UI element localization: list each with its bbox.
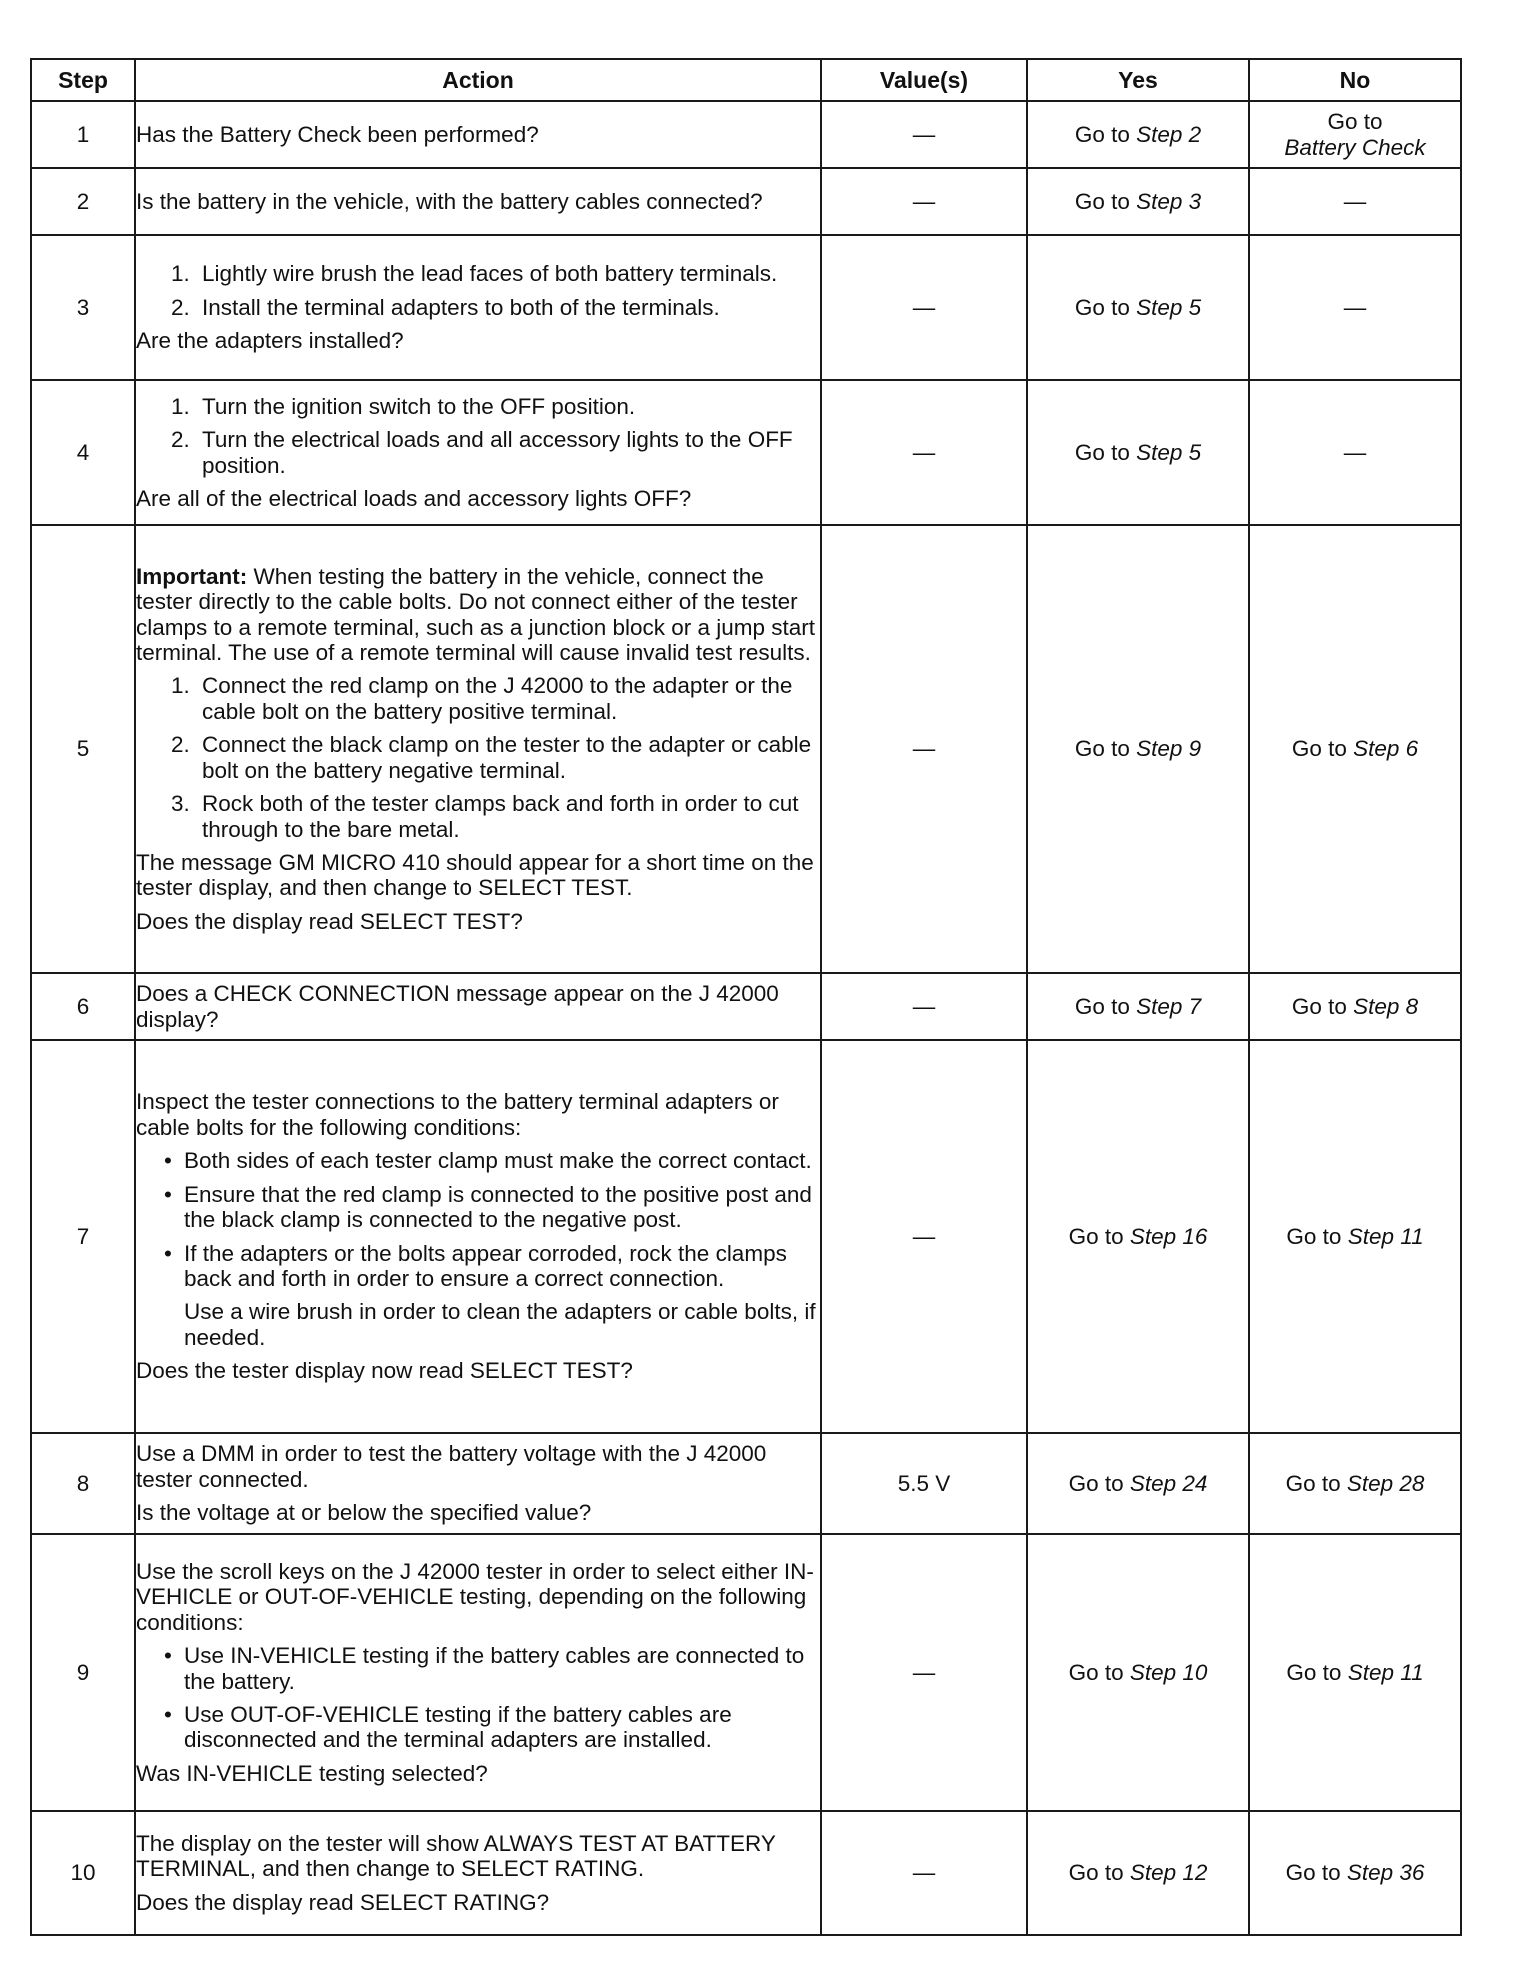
- header-action: Action: [135, 59, 821, 101]
- value-cell: —: [821, 168, 1027, 235]
- yes-cell: [1027, 101, 1249, 168]
- action-cell: [135, 1534, 821, 1811]
- action-cell: [135, 235, 821, 380]
- no-cell: [1249, 1534, 1461, 1811]
- action-intro: The display on the tester will show ALWAYS TEST AT BATTERY TERMINAL, and then change to SELECT RATING.: [136, 1830, 776, 1882]
- step-number: 6: [31, 973, 135, 1040]
- bullet-note: Use a wire brush in order to clean the adapters or cable bolts, if needed.: [184, 1299, 816, 1350]
- bullet-icon: •: [164, 1148, 172, 1174]
- yes-cell: [1027, 235, 1249, 380]
- step-number: 3: [31, 235, 135, 380]
- no-cell: —: [1249, 168, 1461, 235]
- value-cell: —: [821, 1534, 1027, 1811]
- yes-step-link: Step 7: [1136, 993, 1202, 1019]
- action-cell: [135, 168, 821, 235]
- action-cell: [135, 1040, 821, 1433]
- yes-cell: [1027, 1534, 1249, 1811]
- yes-prefix: Go to: [1068, 1659, 1130, 1685]
- yes-step-link: Step 9: [1136, 736, 1202, 762]
- action-question: Is the voltage at or below the specified value?: [136, 1500, 592, 1526]
- action-question: Are all of the electrical loads and accessory lights OFF?: [136, 485, 692, 511]
- yes-prefix: Go to: [1074, 294, 1137, 320]
- table-row: [31, 1433, 1461, 1534]
- action-bullet-item: [164, 1181, 820, 1233]
- no-step-link: Step 36: [1346, 1860, 1425, 1886]
- no-prefix: Go to: [1285, 1470, 1347, 1496]
- action-bullets: [136, 1148, 820, 1291]
- yes-step-link: Step 3: [1136, 188, 1202, 214]
- yes-step-link: Step 24: [1129, 1470, 1208, 1496]
- header-no: No: [1249, 59, 1461, 101]
- step-number: 9: [31, 1534, 135, 1811]
- step-number: 10: [31, 1811, 135, 1935]
- step-number: 1: [31, 101, 135, 168]
- value-cell: —: [821, 380, 1027, 525]
- bullet-text: If the adapters or the bolts appear corroded, rock the clamps back and forth in order to ensure a correct connection.: [184, 1240, 787, 1291]
- yes-prefix: Go to: [1074, 188, 1137, 214]
- table-row: [31, 168, 1461, 235]
- no-step-link: Step 6: [1353, 736, 1419, 762]
- no-prefix: Go to: [1286, 1223, 1348, 1249]
- action-bullet-item: [164, 1240, 820, 1292]
- action-question: Has the Battery Check been performed?: [136, 121, 539, 147]
- no-cell: [1249, 525, 1461, 973]
- no-step-link: Step 28: [1346, 1470, 1425, 1496]
- yes-cell: [1027, 1040, 1249, 1433]
- action-cell: [135, 101, 821, 168]
- action-steps: [136, 394, 820, 478]
- value-cell: —: [821, 525, 1027, 973]
- action-step-item: 3. Rock both of the tester clamps back and forth in order to cut through to the bare metal.: [196, 791, 820, 842]
- yes-prefix: Go to: [1068, 1223, 1130, 1249]
- action-intro: Use the scroll keys on the J 42000 tester in order to select either IN-VEHICLE or OUT-OF-VEHICLE testing, depending on the following conditions:: [136, 1558, 814, 1635]
- no-cell: [1249, 101, 1461, 168]
- header-yes: Yes: [1027, 59, 1249, 101]
- yes-step-link: Step 10: [1129, 1659, 1208, 1685]
- action-question: Was IN-VEHICLE testing selected?: [136, 1760, 488, 1786]
- step-number: 7: [31, 1040, 135, 1433]
- yes-prefix: Go to: [1074, 439, 1137, 465]
- action-question: Are the adapters installed?: [136, 328, 404, 354]
- table-row: [31, 973, 1461, 1040]
- action-step-item: 2. Install the terminal adapters to both of the terminals.: [196, 295, 820, 320]
- yes-prefix: Go to: [1074, 121, 1137, 147]
- yes-cell: [1027, 168, 1249, 235]
- table-row: [31, 1040, 1461, 1433]
- table-row: [31, 101, 1461, 168]
- no-step-link: Step 11: [1347, 1223, 1424, 1249]
- action-bullet-item: [164, 1148, 820, 1174]
- step-number: 8: [31, 1433, 135, 1534]
- step-number: 2: [31, 168, 135, 235]
- action-intro: Inspect the tester connections to the battery terminal adapters or cable bolts for the following conditions:: [136, 1089, 779, 1140]
- table-row: [31, 380, 1461, 525]
- action-note: The message GM MICRO 410 should appear for a short time on the tester display, and then change to SELECT TEST.: [136, 849, 814, 901]
- action-step-item: 2. Connect the black clamp on the tester to the adapter or cable bolt on the battery negative terminal.: [196, 732, 820, 783]
- bullet-icon: •: [164, 1240, 172, 1266]
- yes-prefix: Go to: [1074, 993, 1137, 1019]
- action-bullets: [136, 1643, 820, 1753]
- value-cell: —: [821, 1811, 1027, 1935]
- bullet-icon: •: [164, 1643, 172, 1669]
- no-cell: [1249, 1040, 1461, 1433]
- value-cell: —: [821, 1040, 1027, 1433]
- yes-step-link: Step 12: [1129, 1860, 1208, 1886]
- yes-cell: [1027, 1811, 1249, 1935]
- important-text: When testing the battery in the vehicle, connect the tester directly to the cable bolts. Do not connect either of the tester clamps to a remote terminal, such as a junction block or a jump start terminal. The use of a remote terminal will cause invalid test results.: [136, 563, 816, 666]
- action-cell: [135, 525, 821, 973]
- table-row: [31, 1534, 1461, 1811]
- yes-cell: [1027, 380, 1249, 525]
- action-bullet-item: [164, 1643, 820, 1694]
- action-cell: [135, 380, 821, 525]
- action-step-item: 1. Connect the red clamp on the J 42000 to the adapter or the cable bolt on the battery positive terminal.: [196, 673, 820, 724]
- action-question: Is the battery in the vehicle, with the battery cables connected?: [136, 188, 763, 214]
- no-battery-check-link: Battery Check: [1284, 134, 1426, 160]
- table-header-row: [31, 59, 1461, 101]
- value-cell: —: [821, 973, 1027, 1040]
- no-step-link: Step 8: [1353, 993, 1419, 1019]
- no-cell: —: [1249, 380, 1461, 525]
- no-step-link: Step 11: [1347, 1659, 1424, 1685]
- specified-value: 5.5 V: [821, 1433, 1027, 1534]
- yes-step-link: Step 2: [1136, 121, 1202, 147]
- no-cell: [1249, 1433, 1461, 1534]
- value-cell: —: [821, 101, 1027, 168]
- action-step-item: 1. Turn the ignition switch to the OFF position.: [196, 394, 820, 419]
- step-number: 5: [31, 525, 135, 973]
- yes-cell: [1027, 973, 1249, 1040]
- bullet-text: Ensure that the red clamp is connected to the positive post and the black clamp is connected to the negative post.: [184, 1181, 812, 1233]
- table-row: [31, 525, 1461, 973]
- action-question: Does the display read SELECT TEST?: [136, 908, 523, 934]
- no-prefix: Go to: [1285, 1860, 1347, 1886]
- bullet-text: Both sides of each tester clamp must make the correct contact.: [184, 1148, 812, 1174]
- table-row: [31, 235, 1461, 380]
- action-cell: [135, 1433, 821, 1534]
- no-prefix: Go to: [1327, 109, 1383, 135]
- header-step: Step: [31, 59, 135, 101]
- bullet-text: Use IN-VEHICLE testing if the battery cables are connected to the battery.: [184, 1643, 805, 1694]
- action-bullet-item: [164, 1701, 820, 1753]
- action-intro: Use a DMM in order to test the battery voltage with the J 42000 tester connected.: [136, 1441, 767, 1492]
- action-steps: [136, 673, 820, 842]
- yes-prefix: Go to: [1074, 736, 1137, 762]
- action-cell: [135, 1811, 821, 1935]
- no-cell: [1249, 973, 1461, 1040]
- no-cell: —: [1249, 235, 1461, 380]
- bullet-text: Use OUT-OF-VEHICLE testing if the battery cables are disconnected and the terminal adapters are installed.: [184, 1701, 732, 1753]
- table-row: [31, 1811, 1461, 1935]
- no-prefix: Go to: [1291, 993, 1354, 1019]
- action-cell: [135, 973, 821, 1040]
- action-question: Does the display read SELECT RATING?: [136, 1889, 550, 1915]
- no-prefix: Go to: [1291, 736, 1354, 762]
- diagnostic-table: [30, 58, 1462, 1936]
- no-prefix: Go to: [1286, 1659, 1348, 1685]
- yes-step-link: Step 5: [1136, 294, 1202, 320]
- yes-prefix: Go to: [1068, 1860, 1130, 1886]
- action-step-item: 1. Lightly wire brush the lead faces of both battery terminals.: [196, 261, 820, 286]
- important-label: Important:: [136, 563, 248, 589]
- important-note: [136, 564, 820, 666]
- yes-step-link: Step 16: [1129, 1223, 1208, 1249]
- action-question: Does a CHECK CONNECTION message appear on the J 42000 display?: [136, 981, 779, 1032]
- no-cell: [1249, 1811, 1461, 1935]
- yes-step-link: Step 5: [1136, 439, 1202, 465]
- bullet-icon: •: [164, 1701, 172, 1727]
- yes-prefix: Go to: [1068, 1470, 1130, 1496]
- value-cell: —: [821, 235, 1027, 380]
- header-values: Value(s): [821, 59, 1027, 101]
- action-question: Does the tester display now read SELECT TEST?: [136, 1358, 633, 1384]
- yes-cell: [1027, 525, 1249, 973]
- bullet-icon: •: [164, 1181, 172, 1207]
- action-steps: [136, 261, 820, 320]
- step-number: 4: [31, 380, 135, 525]
- action-step-item: 2. Turn the electrical loads and all accessory lights to the OFF position.: [196, 427, 820, 478]
- yes-cell: [1027, 1433, 1249, 1534]
